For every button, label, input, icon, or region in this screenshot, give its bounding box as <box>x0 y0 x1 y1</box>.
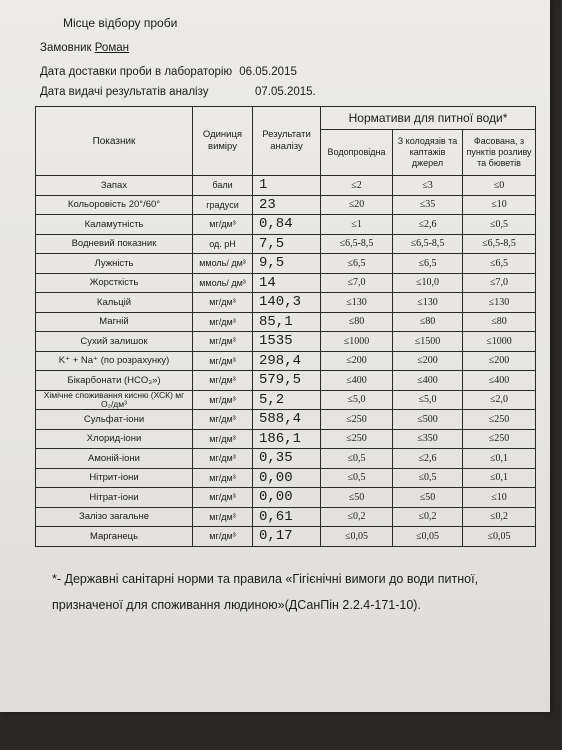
table-row <box>36 390 536 410</box>
norm-packaged-cell: ≤0,5 <box>463 215 536 235</box>
indicator-cell: Запах <box>36 176 193 196</box>
result-cell: 588,4 <box>253 410 321 430</box>
norm-packaged-cell: ≤10 <box>463 488 536 508</box>
norm-packaged-cell: ≤6,5-8,5 <box>463 234 536 254</box>
results-table <box>35 106 536 547</box>
table-row <box>36 449 536 469</box>
norm-wells-cell: ≤50 <box>393 488 463 508</box>
delivery-label: Дата доставки проби в лабораторію <box>40 66 233 78</box>
unit-cell: мг/дм³ <box>193 527 253 547</box>
indicator-cell: Лужність <box>36 254 193 274</box>
result-cell: 9,5 <box>253 254 321 274</box>
unit-cell: градуси <box>193 195 253 215</box>
indicator-cell: K⁺ + Na⁺ (по розрахунку) <box>36 351 193 371</box>
footnote-line-2: призначеної для споживання людиною»(ДСанПін 2.2.4-171-10). <box>52 598 421 612</box>
table-row <box>36 312 536 332</box>
results-rows <box>36 176 536 547</box>
norm-packaged-cell: ≤0,05 <box>463 527 536 547</box>
header-indicator: Показник <box>36 107 193 176</box>
unit-cell: мг/дм³ <box>193 390 253 410</box>
norm-wells-cell: ≤5,0 <box>393 390 463 410</box>
table-row <box>36 215 536 235</box>
delivery-line <box>40 66 297 78</box>
unit-cell: мг/дм³ <box>193 312 253 332</box>
result-cell: 579,5 <box>253 371 321 391</box>
norm-tap-cell: ≤1 <box>321 215 393 235</box>
result-cell: 85,1 <box>253 312 321 332</box>
norm-packaged-cell: ≤0,1 <box>463 449 536 469</box>
norm-wells-cell: ≤500 <box>393 410 463 430</box>
table-row <box>36 488 536 508</box>
result-cell: 0,00 <box>253 468 321 488</box>
indicator-cell: Сульфат-іони <box>36 410 193 430</box>
norm-wells-cell: ≤200 <box>393 351 463 371</box>
norm-tap-cell: ≤6,5-8,5 <box>321 234 393 254</box>
norm-packaged-cell: ≤2,0 <box>463 390 536 410</box>
norm-packaged-cell: ≤130 <box>463 293 536 313</box>
header-result: Результати аналізу <box>253 107 321 176</box>
norm-tap-cell: ≤7,0 <box>321 273 393 293</box>
norm-wells-cell: ≤400 <box>393 371 463 391</box>
unit-cell: мг/дм³ <box>193 293 253 313</box>
result-cell: 1 <box>253 176 321 196</box>
unit-cell: мг/дм³ <box>193 215 253 235</box>
result-cell: 0,35 <box>253 449 321 469</box>
norm-tap-cell: ≤80 <box>321 312 393 332</box>
issue-date: 07.05.2015. <box>255 86 316 98</box>
table-row <box>36 176 536 196</box>
result-cell: 0,84 <box>253 215 321 235</box>
norm-wells-cell: ≤1500 <box>393 332 463 352</box>
norm-wells-cell: ≤80 <box>393 312 463 332</box>
unit-cell: бали <box>193 176 253 196</box>
unit-cell: мг/дм³ <box>193 351 253 371</box>
norm-tap-cell: ≤50 <box>321 488 393 508</box>
result-cell: 298,4 <box>253 351 321 371</box>
indicator-cell: Залізо загальне <box>36 507 193 527</box>
norm-wells-cell: ≤2,6 <box>393 215 463 235</box>
result-cell: 23 <box>253 195 321 215</box>
indicator-cell: Бікарбонати (HCO₃») <box>36 371 193 391</box>
norm-packaged-cell: ≤0 <box>463 176 536 196</box>
indicator-cell: Кальцій <box>36 293 193 313</box>
norm-wells-cell: ≤0,5 <box>393 468 463 488</box>
norm-packaged-cell: ≤1000 <box>463 332 536 352</box>
indicator-cell: Магній <box>36 312 193 332</box>
table-row <box>36 468 536 488</box>
header-norms: Нормативи для питної води* <box>321 107 536 130</box>
unit-cell: мг/дм³ <box>193 468 253 488</box>
norm-wells-cell: ≤6,5-8,5 <box>393 234 463 254</box>
norm-tap-cell: ≤5,0 <box>321 390 393 410</box>
header-tap-water: Водопровідна <box>321 130 393 176</box>
norm-tap-cell: ≤130 <box>321 293 393 313</box>
header-packaged: Фасована, з пунктів розливу та бюветів <box>463 130 536 176</box>
norm-tap-cell: ≤1000 <box>321 332 393 352</box>
issue-label: Дата видачі результатів аналізу <box>40 86 209 98</box>
indicator-cell: Хлорид-іони <box>36 429 193 449</box>
unit-cell: ммоль/ дм³ <box>193 273 253 293</box>
unit-cell: мг/дм³ <box>193 488 253 508</box>
unit-cell: од. pH <box>193 234 253 254</box>
norm-tap-cell: ≤6,5 <box>321 254 393 274</box>
norm-wells-cell: ≤3 <box>393 176 463 196</box>
norm-packaged-cell: ≤250 <box>463 410 536 430</box>
norm-packaged-cell: ≤0,1 <box>463 468 536 488</box>
table-row <box>36 332 536 352</box>
unit-cell: мг/дм³ <box>193 371 253 391</box>
indicator-cell: Марганець <box>36 527 193 547</box>
norm-packaged-cell: ≤7,0 <box>463 273 536 293</box>
indicator-cell: Хімічне споживання кисню (ХСК) мг О₂/дм³ <box>36 390 193 410</box>
issue-line <box>40 86 330 98</box>
client-name: Роман <box>94 42 129 54</box>
table-row <box>36 273 536 293</box>
indicator-cell: Каламутність <box>36 215 193 235</box>
indicator-cell: Нітрат-іони <box>36 488 193 508</box>
norm-tap-cell: ≤250 <box>321 429 393 449</box>
client-label: Замовник <box>40 42 92 54</box>
result-cell: 0,61 <box>253 507 321 527</box>
result-cell: 7,5 <box>253 234 321 254</box>
norm-wells-cell: ≤2,6 <box>393 449 463 469</box>
result-cell: 1535 <box>253 332 321 352</box>
indicator-cell: Водневий показник <box>36 234 193 254</box>
unit-cell: мг/дм³ <box>193 410 253 430</box>
norm-tap-cell: ≤0,2 <box>321 507 393 527</box>
indicator-cell: Амоній-іони <box>36 449 193 469</box>
unit-cell: мг/дм³ <box>193 429 253 449</box>
norm-tap-cell: ≤0,5 <box>321 449 393 469</box>
norm-tap-cell: ≤200 <box>321 351 393 371</box>
result-cell: 140,3 <box>253 293 321 313</box>
norm-wells-cell: ≤130 <box>393 293 463 313</box>
footnote-line-1: *- Державні санітарні норми та правила «Гігієнічні вимоги до води питної, <box>52 572 479 586</box>
result-cell: 0,17 <box>253 527 321 547</box>
norm-tap-cell: ≤20 <box>321 195 393 215</box>
delivery-date: 06.05.2015 <box>239 66 297 78</box>
norm-tap-cell: ≤0,5 <box>321 468 393 488</box>
table-row <box>36 293 536 313</box>
table-row <box>36 507 536 527</box>
indicator-cell: Сухий залишок <box>36 332 193 352</box>
unit-cell: мг/дм³ <box>193 449 253 469</box>
norm-tap-cell: ≤400 <box>321 371 393 391</box>
indicator-cell: Кольоровість 20°/60° <box>36 195 193 215</box>
table-row <box>36 371 536 391</box>
result-cell: 186,1 <box>253 429 321 449</box>
table-row <box>36 410 536 430</box>
norm-wells-cell: ≤0,05 <box>393 527 463 547</box>
norm-packaged-cell: ≤0,2 <box>463 507 536 527</box>
table-row <box>36 234 536 254</box>
norm-packaged-cell: ≤10 <box>463 195 536 215</box>
table-row <box>36 351 536 371</box>
norm-wells-cell: ≤35 <box>393 195 463 215</box>
sampling-place-title: Місце відбору проби <box>63 16 178 30</box>
header-unit: Одиниця виміру <box>193 107 253 176</box>
norm-packaged-cell: ≤250 <box>463 429 536 449</box>
norm-packaged-cell: ≤200 <box>463 351 536 371</box>
norm-tap-cell: ≤0,05 <box>321 527 393 547</box>
norm-wells-cell: ≤10,0 <box>393 273 463 293</box>
indicator-cell: Жорсткість <box>36 273 193 293</box>
table-row <box>36 254 536 274</box>
indicator-cell: Нітрит-іони <box>36 468 193 488</box>
header-wells: З колодязів та каптажів джерел <box>393 130 463 176</box>
norm-tap-cell: ≤250 <box>321 410 393 430</box>
table-row <box>36 527 536 547</box>
result-cell: 14 <box>253 273 321 293</box>
norm-wells-cell: ≤0,2 <box>393 507 463 527</box>
table-row <box>36 195 536 215</box>
unit-cell: мг/дм³ <box>193 332 253 352</box>
result-cell: 0,00 <box>253 488 321 508</box>
norm-wells-cell: ≤6,5 <box>393 254 463 274</box>
norm-wells-cell: ≤350 <box>393 429 463 449</box>
norm-packaged-cell: ≤80 <box>463 312 536 332</box>
unit-cell: ммоль/ дм³ <box>193 254 253 274</box>
norm-tap-cell: ≤2 <box>321 176 393 196</box>
result-cell: 5,2 <box>253 390 321 410</box>
unit-cell: мг/дм³ <box>193 507 253 527</box>
norm-packaged-cell: ≤400 <box>463 371 536 391</box>
norm-packaged-cell: ≤6,5 <box>463 254 536 274</box>
client-line <box>40 42 129 54</box>
table-row <box>36 429 536 449</box>
